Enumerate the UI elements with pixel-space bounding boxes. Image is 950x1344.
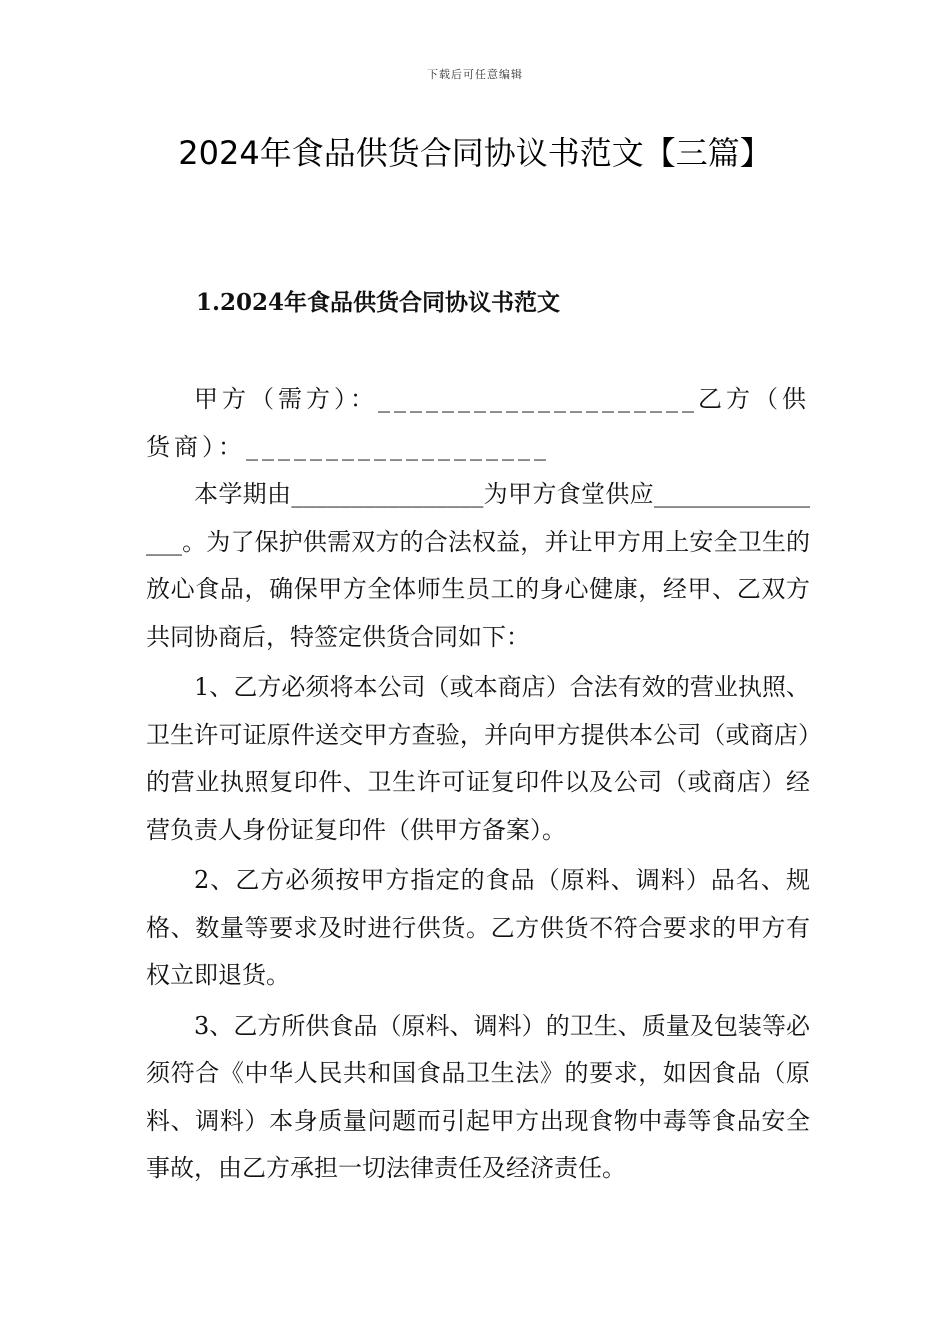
clause-1-paragraph: 1、乙方必须将本公司（或本商店）合法有效的营业执照、卫生许可证原件送交甲方查验，并向甲方提供本公司（或商店）的营业执照复印件、卫生许可证复印件以及公司（或商店）经营负责人身份证复印件（供甲方备案）。 — [146, 673, 810, 844]
header-note: 下载后可任意编辑 — [427, 68, 523, 81]
parties-paragraph: 甲方（需方）：____________________乙方（供货商）：___________________ — [146, 385, 810, 461]
intro-paragraph: 本学期由________________为甲方食堂供应________________。为了保护供需双方的合法权益，并让甲方用上安全卫生的放心食品，确保甲方全体师生员工的身心健康，经甲、乙双方共同协商后，特签定供货合同如下： — [146, 480, 810, 651]
document-body — [146, 376, 810, 1193]
clause-3-paragraph: 3、乙方所供食品（原料、调料）的卫生、质量及包装等必须符合《中华人民共和国食品卫生法》的要求，如因食品（原料、调料）本身质量问题而引起甲方出现食物中毒等食品安全事故，由乙方承担一切法律责任及经济责任。 — [146, 1011, 810, 1182]
section-heading: 1.2024年食品供货合同协议书范文 — [196, 289, 561, 316]
document-title: 2024年食品供货合同协议书范文【三篇】 — [178, 134, 772, 172]
clause-2-paragraph: 2、乙方必须按甲方指定的食品（原料、调料）品名、规格、数量等要求及时进行供货。乙方供货不符合要求的甲方有权立即退货。 — [146, 866, 810, 989]
